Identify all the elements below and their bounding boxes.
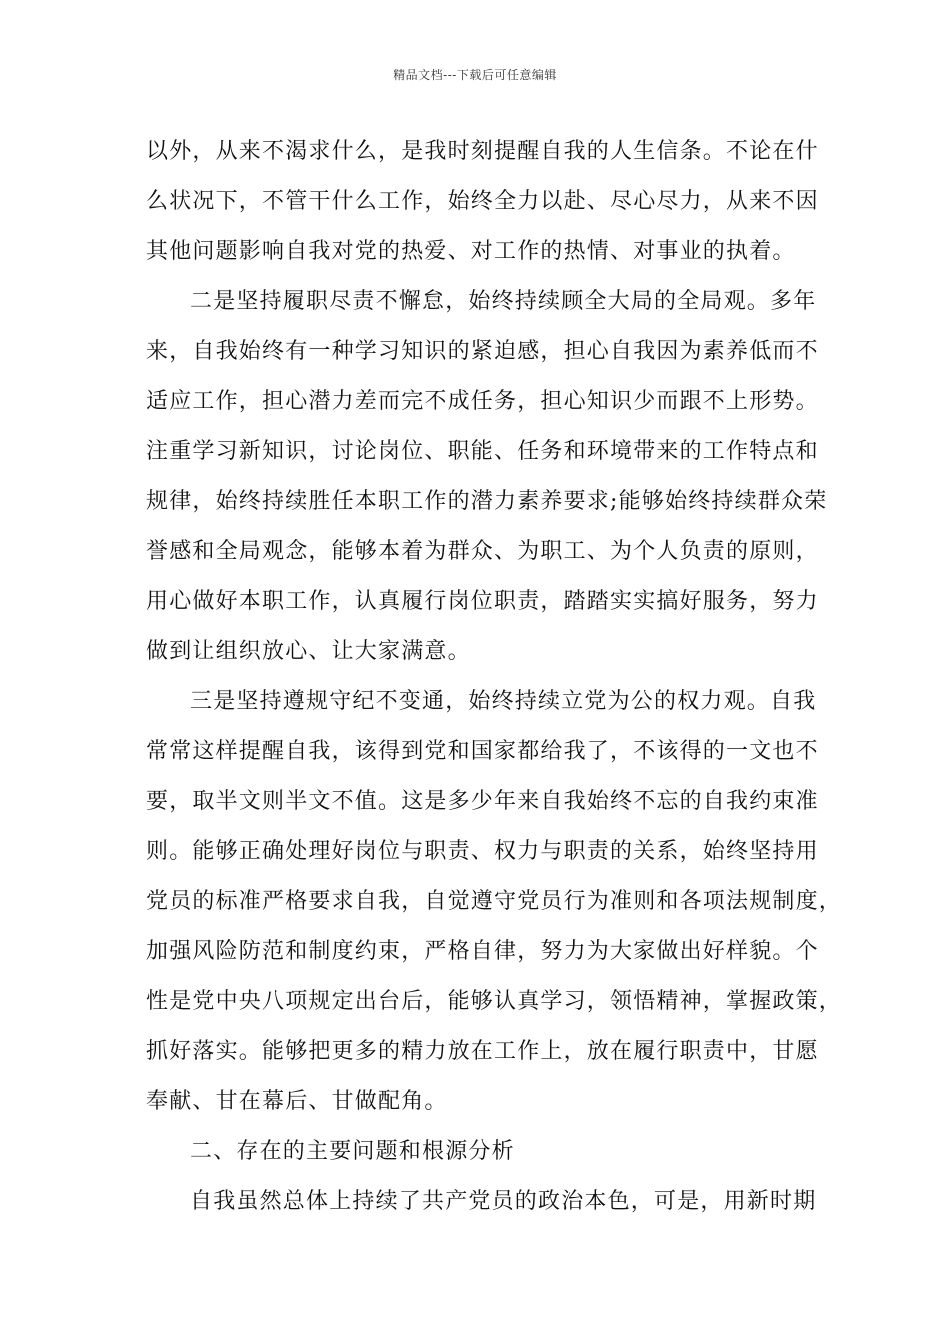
section-heading: 二、存在的主要问题和根源分析 bbox=[190, 1139, 515, 1164]
body-line: 性是党中央八项规定出台后，能够认真学习，领悟精神，掌握政策， bbox=[146, 989, 843, 1014]
paragraph-first-line: 二是坚持履职尽责不懈怠，始终持续顾全大局的全局观。多年 bbox=[190, 289, 817, 314]
body-line: 注重学习新知识，讨论岗位、职能、任务和环境带来的工作特点和 bbox=[146, 439, 819, 464]
body-line: 适应工作，担心潜力差而完不成任务，担心知识少而跟不上形势。 bbox=[146, 389, 819, 414]
body-line: 抓好落实。能够把更多的精力放在工作上，放在履行职责中，甘愿 bbox=[146, 1039, 819, 1064]
body-line: 么状况下，不管干什么工作，始终全力以赴、尽心尽力，从来不因 bbox=[146, 189, 819, 214]
paragraph-first-line: 三是坚持遵规守纪不变通，始终持续立党为公的权力观。自我 bbox=[190, 689, 817, 714]
body-line: 规律，始终持续胜任本职工作的潜力素养要求;能够始终持续群众荣 bbox=[146, 489, 828, 514]
body-line: 则。能够正确处理好岗位与职责、权力与职责的关系，始终坚持用 bbox=[146, 839, 819, 864]
page-header: 精品文档---下载后可任意编辑 bbox=[393, 68, 557, 82]
body-line: 以外，从来不渴求什么，是我时刻提醒自我的人生信条。不论在什 bbox=[146, 139, 819, 164]
body-line: 做到让组织放心、让大家满意。 bbox=[146, 639, 471, 664]
paragraph-first-line: 自我虽然总体上持续了共产党员的政治本色，可是，用新时期 bbox=[190, 1189, 817, 1214]
body-line: 要，取半文则半文不值。这是多少年来自我始终不忘的自我约束准 bbox=[146, 789, 819, 814]
body-line: 常常这样提醒自我，该得到党和国家都给我了，不该得的一文也不 bbox=[146, 739, 819, 764]
body-line: 来，自我始终有一种学习知识的紧迫感，担心自我因为素养低而不 bbox=[146, 339, 819, 364]
body-line: 加强风险防范和制度约束，严格自律，努力为大家做出好样貌。个 bbox=[146, 939, 819, 964]
body-line: 其他问题影响自我对党的热爱、对工作的热情、对事业的执着。 bbox=[146, 239, 796, 264]
body-line: 奉献、甘在幕后、甘做配角。 bbox=[146, 1089, 448, 1114]
body-line: 党员的标准严格要求自我，自觉遵守党员行为准则和各项法规制度， bbox=[146, 889, 843, 914]
body-line: 誉感和全局观念，能够本着为群众、为职工、为个人负责的原则， bbox=[146, 539, 819, 564]
body-line: 用心做好本职工作，认真履行岗位职责，踏踏实实搞好服务，努力 bbox=[146, 589, 819, 614]
